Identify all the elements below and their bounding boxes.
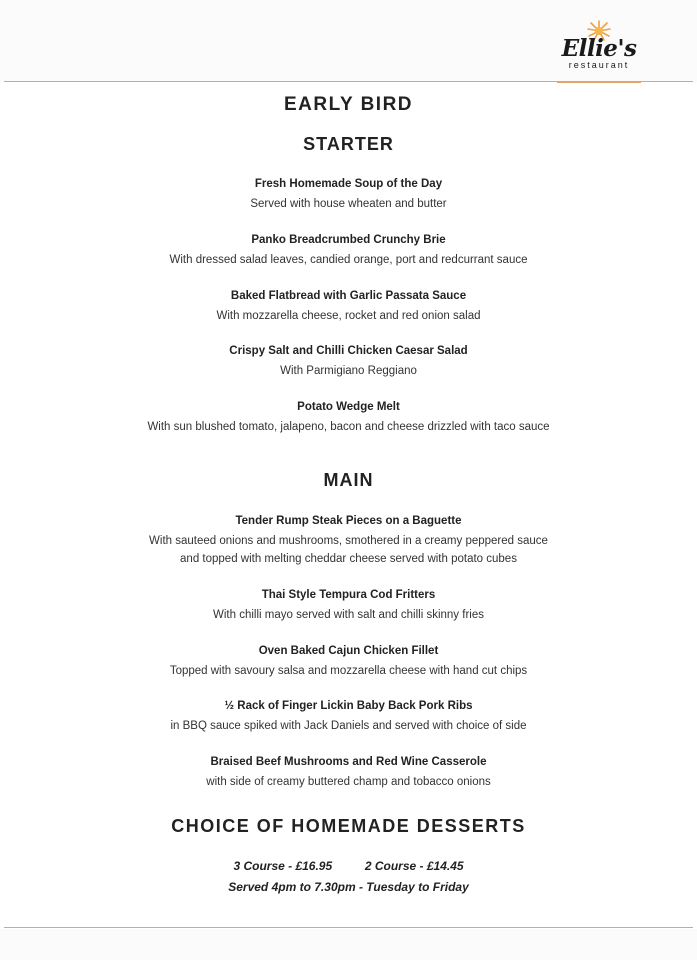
starter-item-desc: With dressed salad leaves, candied orange, port and redcurrant sauce [169, 254, 528, 266]
main-item-desc: Topped with savoury salsa and mozzarella cheese with hand cut chips [169, 665, 528, 677]
main-item-desc: with side of creamy buttered champ and tobacco onions [206, 776, 491, 788]
starter-item-desc: With sun blushed tomato, jalapeno, bacon and cheese drizzled with taco sauce [147, 421, 550, 433]
three-course-price: 3 Course - £16.95 [233, 859, 333, 873]
starter-item-desc: Served with house wheaten and butter [250, 198, 447, 210]
starter-item-name: Potato Wedge Melt [297, 401, 400, 413]
starter-item-desc: With mozzarella cheese, rocket and red onion salad [216, 310, 481, 322]
served-times: Served 4pm to 7.30pm - Tuesday to Friday [228, 880, 469, 894]
main-item-name: Tender Rump Steak Pieces on a Baguette [235, 515, 462, 527]
restaurant-logo [557, 20, 641, 70]
footer-divider [4, 927, 693, 928]
footer-band [0, 929, 697, 960]
logo-subtitle: restaurant [568, 60, 630, 70]
starter-item-name: Baked Flatbread with Garlic Passata Sauce [230, 290, 467, 302]
starter-item-desc: With Parmigiano Reggiano [280, 365, 417, 377]
section-title-starter: STARTER [303, 134, 394, 154]
main-item-desc: With sauteed onions and mushrooms, smothered in a creamy peppered sauce [149, 535, 548, 547]
menu-heading: EARLY BIRD [283, 94, 414, 115]
section-title-main: MAIN [323, 470, 374, 490]
main-item-name: Oven Baked Cajun Chicken Fillet [258, 645, 439, 657]
desserts-heading: CHOICE OF HOMEMADE DESSERTS [171, 816, 526, 836]
main-item-desc: With chilli mayo served with salt and chilli skinny fries [213, 609, 484, 621]
starter-item-name: Panko Breadcrumbed Crunchy Brie [251, 234, 446, 246]
pricing-line [0, 859, 697, 873]
main-item-desc: in BBQ sauce spiked with Jack Daniels and served with choice of side [170, 720, 527, 732]
main-item-name: ½ Rack of Finger Lickin Baby Back Pork Ribs [224, 700, 473, 712]
two-course-price: 2 Course - £14.45 [364, 859, 464, 873]
main-item-name: Thai Style Tempura Cod Fritters [261, 589, 436, 601]
logo-underline [557, 82, 641, 83]
main-item-desc: and topped with melting cheddar cheese served with potato cubes [180, 553, 517, 565]
logo-name: Ellie's [561, 35, 637, 62]
starter-item-name: Crispy Salt and Chilli Chicken Caesar Salad [229, 345, 468, 357]
main-item-name: Braised Beef Mushrooms and Red Wine Casserole [210, 756, 487, 768]
starter-item-name: Fresh Homemade Soup of the Day [254, 178, 443, 190]
